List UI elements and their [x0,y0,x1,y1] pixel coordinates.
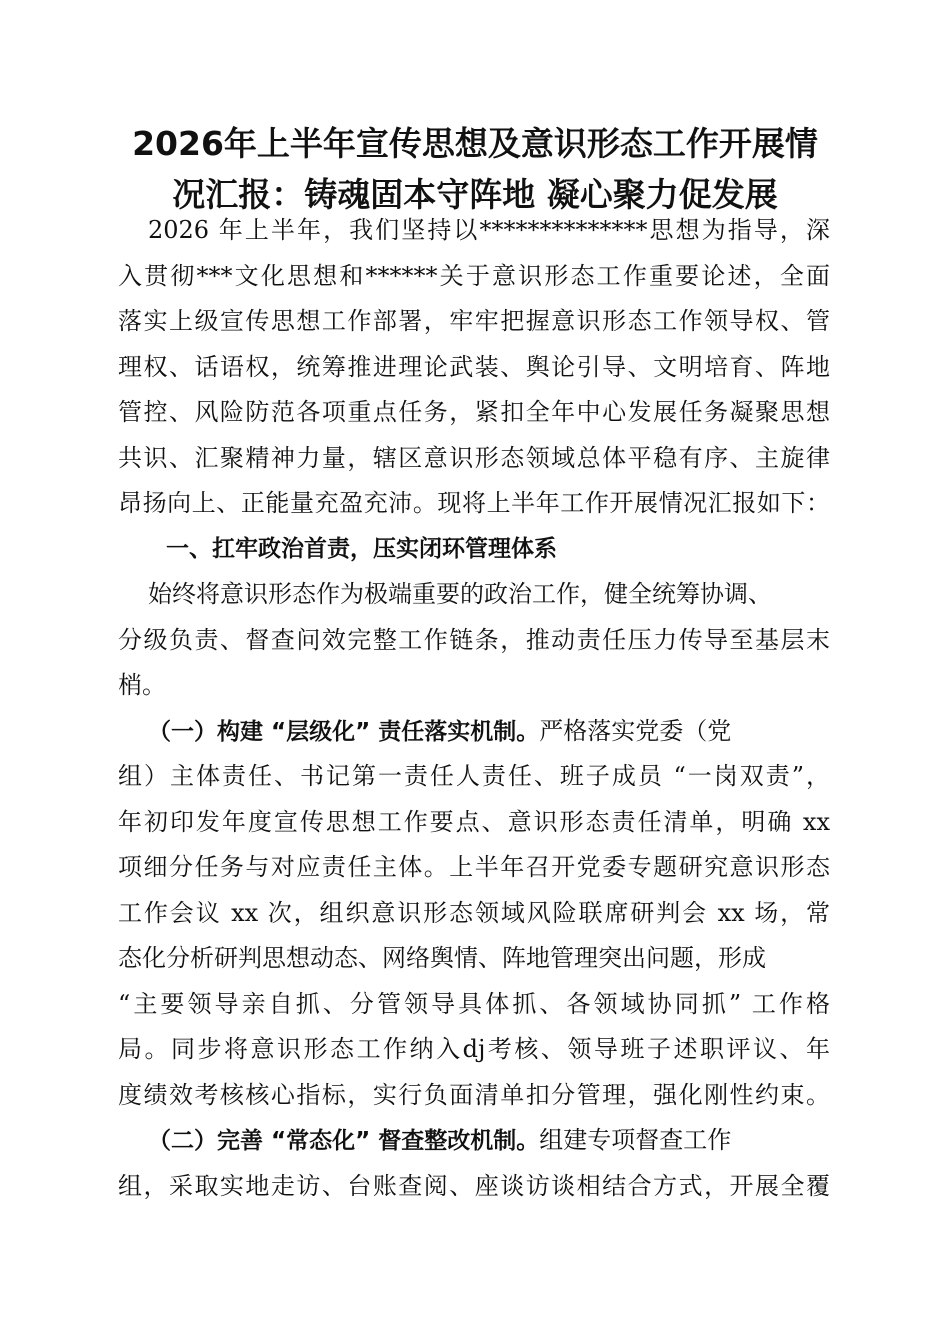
section1-line: 分级负责、督查问效完整工作链条，推动责任压力传导至基层末 [118,625,830,654]
subsection-2-first-rest: 组建专项督查工作 [539,1126,732,1154]
subsection-2-lead: （二）完善 “常态化” 督查整改机制。 [148,1128,540,1154]
sub1-line: “主要领导亲自抓、分管领导具体抓、各领域协同抓” 工作格 [118,989,830,1018]
section1-line: 始终将意识形态作为极端重要的政治工作，健全统筹协调、 [148,580,772,608]
intro-line: 落实上级宣传思想工作部署，牢牢把握意识形态工作领导权、管 [118,307,830,335]
document-body [118,208,830,1209]
title-line-2: 况汇报：铸魂固本守阵地 凝心聚力促发展 [172,175,778,214]
section1-line: 梢。 [118,671,166,699]
sub1-line: 度绩效考核核心指标，实行负面清单扣分管理，强化刚性约束。 [118,1080,830,1109]
subsection-2-first-line [118,1118,830,1164]
intro-line: 共识、汇聚精神力量，辖区意识形态领域总体平稳有序、主旋律 [118,443,830,472]
title-line-1: 2026年上半年宣传思想及意识形态工作开展情 [132,124,818,163]
intro-line: 2026 年上半年，我们坚持以**************思想为指导，深 [148,216,830,244]
sub1-line: 态化分析研判思想动态、网络舆情、阵地管理突出问题，形成 [118,944,766,972]
subsection-1-first-rest: 严格落实党委（党 [539,716,732,745]
subsection-1-first-line [118,709,830,755]
subsection-1-lead: （一）构建 “层级化” 责任落实机制。 [148,718,540,745]
sub1-line: 年初印发年度宣传思想工作要点、意识形态责任清单，明确 xx [118,807,830,836]
document-title [100,118,850,220]
intro-line: 昂扬向上、正能量充盈充沛。现将上半年工作开展情况汇报如下： [118,489,830,517]
sub1-line: 项细分任务与对应责任主体。上半年召开党委专题研究意识形态 [118,853,830,881]
sub1-line: 工作会议 xx 次，组织意识形态领域风险联席研判会 xx 场，常 [118,898,830,927]
sub2-line: 组，采取实地走访、台账查阅、座谈访谈相结合方式，开展全覆 [118,1171,830,1200]
section-heading-1: 一、扛牢政治首责，压实闭环管理体系 [166,535,557,562]
intro-line: 理权、话语权，统筹推进理论武装、舆论引导、文明培育、阵地 [118,352,830,381]
intro-line: 入贯彻***文化思想和******关于意识形态工作重要论述，全面 [118,261,830,290]
intro-line: 管控、风险防范各项重点任务，紧扣全年中心发展任务凝聚思想 [118,398,830,426]
sub1-line: 局。同步将意识形态工作纳入dj考核、领导班子述职评议、年 [118,1035,830,1063]
sub1-line: 组）主体责任、书记第一责任人责任、班子成员 “一岗双责”， [118,762,830,790]
